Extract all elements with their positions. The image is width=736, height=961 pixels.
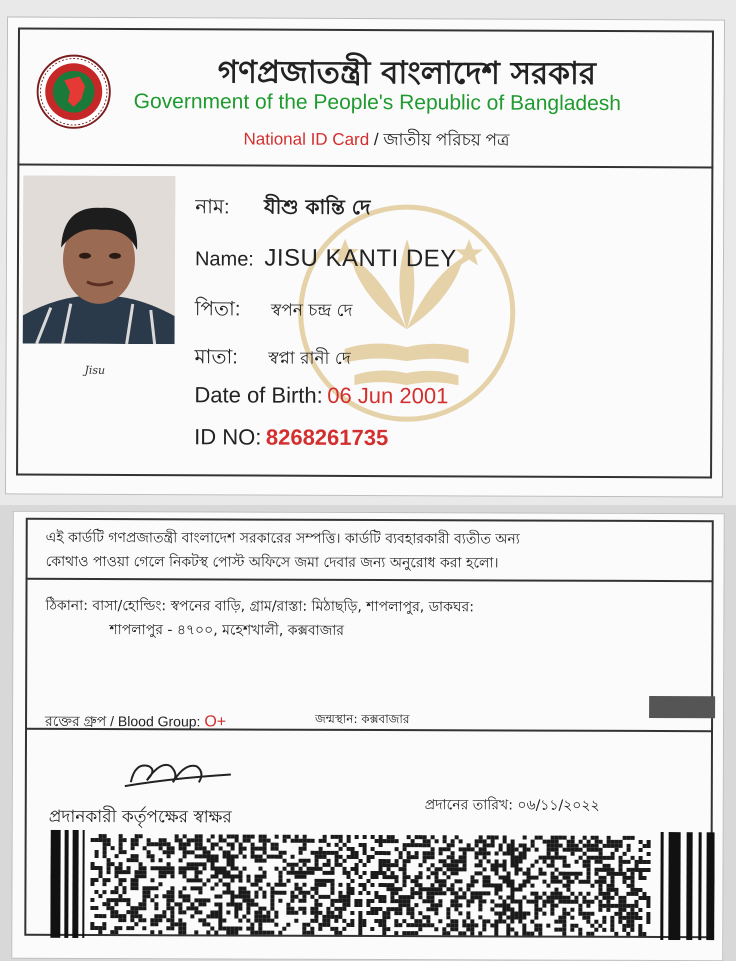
father-value: স্বপন চন্দ্র দে: [270, 300, 353, 321]
id-card-front: [5, 16, 725, 497]
id-number-row: [194, 424, 388, 451]
birthplace: জন্মস্থান: কক্সবাজার: [315, 711, 410, 727]
dob-label: Date of Birth:: [194, 382, 323, 408]
card-type: [243, 126, 509, 155]
name-bangla-value: যীশু কান্তি দে: [264, 194, 371, 220]
name-bangla-label: নাম:: [195, 196, 230, 219]
issuer-signature-label: প্রদানকারী কর্তৃপক্ষের স্বাক্ষর: [48, 806, 232, 828]
notice-line-1: এই কার্ডটি গণপ্রজাতন্ত্রী বাংলাদেশ সরকারের সম্পত্তি। কার্ডটি ব্যবহারকারী ব্যতীত অন্য: [45, 529, 520, 548]
mother-label: মাতা:: [194, 346, 238, 369]
issue-date: প্রদানের তারিখ: ০৬/১১/২০২২: [424, 797, 600, 814]
name-english-label: Name:: [194, 248, 254, 271]
card-type-separator: /: [369, 130, 384, 150]
holder-photo: [23, 176, 176, 345]
notice-text: [46, 526, 520, 576]
title-bangla: গণপ্রজাতন্ত্রী বাংলাদেশ সরকার: [217, 54, 597, 93]
id-card-back: [11, 511, 725, 961]
bangladesh-seal-icon: [36, 54, 112, 130]
title-english: Government of the People's Republic of Bangladesh: [133, 89, 622, 116]
id-number-label: ID NO:: [194, 424, 262, 450]
holder-signature: Jisu: [84, 363, 106, 377]
name-bangla-row: [195, 192, 370, 226]
father-row: [195, 294, 353, 328]
address-line-2: শাপলাপুর - ৪৭০০, মহেশখালী, কক্সবাজার: [109, 622, 345, 639]
barcode-icon: [50, 830, 714, 940]
card-type-bangla: জাতীয় পরিচয় পত্র: [383, 130, 510, 150]
name-english-value: JISU KANTI DEY: [264, 244, 457, 273]
mother-value: স্বপ্না রানী দে: [268, 348, 351, 369]
blood-group-label: রক্তের গ্রুপ / Blood Group:: [45, 712, 201, 730]
blood-group-value: O+: [204, 713, 227, 731]
id-number-value: 8268261735: [265, 424, 389, 451]
card-edge-tab: [649, 696, 715, 718]
father-label: পিতা:: [194, 298, 241, 321]
mother-row: [194, 342, 350, 376]
notice-line-2: কোথাও পাওয়া গেলে নিকটস্থ পোস্ট অফিসে জমা দেবার জন্য অনুরোধ করা হলো।: [45, 553, 499, 572]
issuer-signature: [121, 752, 241, 796]
address-block: [45, 594, 474, 643]
blood-group-row: [45, 710, 226, 735]
name-english-row: [195, 244, 457, 273]
person-photo-icon: [23, 176, 176, 345]
address-line-1: ঠিকানা: বাসা/হোল্ডিং: স্বপনের বাড়ি, গ্রাম/রাস্তা: মিঠাছড়ি, শাপলাপুর, ডাকঘর:: [45, 597, 474, 616]
card-type-english: National ID Card: [243, 129, 370, 150]
dob-value: 06 Jun 2001: [327, 382, 449, 409]
dob-row: [194, 382, 448, 409]
